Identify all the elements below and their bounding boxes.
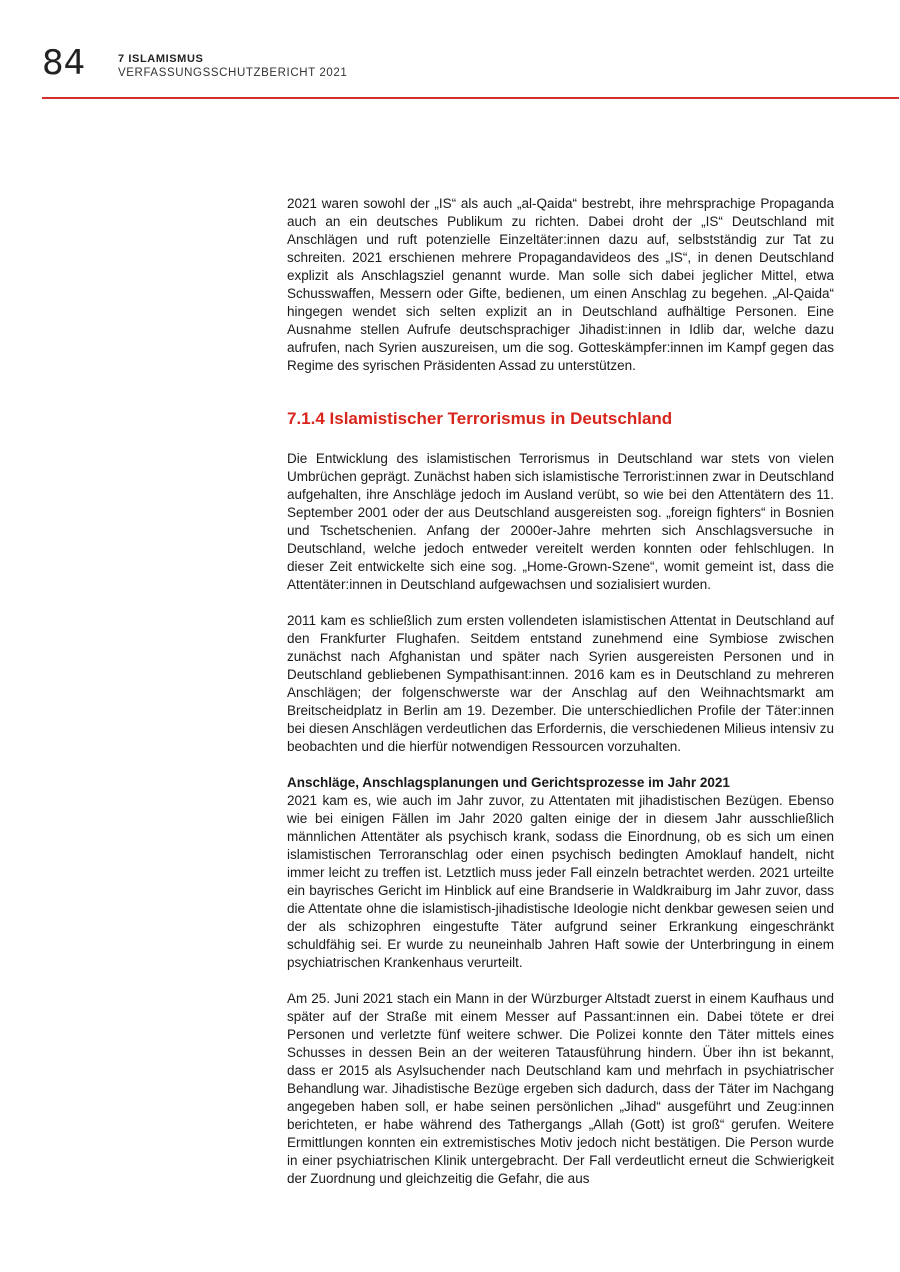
main-content: [287, 195, 834, 1188]
intro-paragraph: 2021 waren sowohl der „IS“ als auch „al-Qaida“ bestrebt, ihre mehrsprachige Propaganda auch an ein deutsches Publikum zu richten. Dabei droht der „IS“ Deutschland mit Anschlägen und ruft potenzielle Einzeltäter:innen dazu auf, selbstständig zur Tat zu schreiten. 2021 erschienen mehrere Propagandavideos des „IS“, in denen Deutschland explizit als Anschlagsziel genannt wurde. Man solle sich dabei jeglicher Mittel, etwa Schusswaffen, Messern oder Gifte, bedienen, um einen Anschlag zu begehen. „Al-Qaida“ hingegen wendet sich selten explizit an in Deutschland aufhältige Personen. Eine Ausnahme stellen Aufrufe deutschsprachiger Jihadist:innen in Idlib dar, welche dazu aufrufen, nach Syrien auszureisen, um die sog. Gotteskämpfer:innen im Kampf gegen das Regime des syrischen Präsidenten Assad zu unterstützen.: [287, 196, 834, 373]
running-header: [118, 52, 347, 81]
header-divider: [42, 97, 899, 99]
section-heading: 7.1.4 Islamistischer Terrorismus in Deutschland: [287, 409, 673, 428]
subsection-paragraph-2: Am 25. Juni 2021 stach ein Mann in der Würzburger Altstadt zuerst in einem Kaufhaus und später auf der Straße mit einem Messer auf Passant:innen ein. Dabei tötete er drei Personen und verletzte fünf weitere schwer. Die Polizei konnte den Täter mittels eines Schusses in dessen Bein an der weiteren Tatausführung hindern. Über ihn ist bekannt, dass er 2015 als Asylsuchender nach Deutschland kam und mehrfach in psychiatrischer Behandlung war. Jihadistische Bezüge ergeben sich dadurch, dass der Täter im Nachgang angegeben haben soll, er habe seinen persönlichen „Jihad“ ausgeführt und Zeug:innen berichteten, er habe während des Tathergangs „Allah (Gott) ist groß“ gerufen. Weitere Ermittlungen konnten ein extremistisches Motiv jedoch nicht bestätigen. Die Person wurde in einer psychiatrischen Klinik untergebracht. Der Fall verdeutlicht erneut die Schwierigkeit der Zuordnung und gleichzeitig die Gefahr, die aus: [287, 991, 834, 1186]
subsection-paragraph-1: 2021 kam es, wie auch im Jahr zuvor, zu Attentaten mit jihadistischen Bezügen. Ebenso wie bei einigen Fällen im Jahr 2020 galten einige der in diesem Jahr ausschließlich männlichen Attentäter als psychisch krank, sodass die Einordnung, ob es sich um einen islamistischen Terroranschlag oder einen psychisch bedingten Amoklauf handelt, nicht immer leicht zu treffen ist. Letztlich muss jeder Fall einzeln betrachtet werden. 2021 urteilte ein bayrisches Gericht im Hinblick auf eine Brandserie in Waldkraiburg im Jahr zuvor, dass die Attentate ohne die islamistisch-jihadistische Ideologie nicht denkbar gewesen seien und der als schizophren eingestufte Täter aufgrund seiner Erkrankung eingeschränkt schuldfähig sei. Er wurde zu neuneinhalb Jahren Haft sowie der Unterbringung in einem psychiatrischen Krankenhaus verurteilt.: [287, 793, 834, 970]
chapter-title: 7 ISLAMISMUS: [118, 53, 204, 65]
report-title: VERFASSUNGSSCHUTZBERICHT 2021: [118, 67, 348, 79]
subsection-heading: Anschläge, Anschlagsplanungen und Gerichtsprozesse im Jahr 2021: [287, 775, 730, 790]
section-paragraph-1: Die Entwicklung des islamistischen Terrorismus in Deutschland war stets von vielen Umbrüchen geprägt. Zunächst haben sich islamistische Terrorist:innen zwar in Deutschland aufgehalten, ihre Anschläge jedoch im Ausland verübt, so wie bei den Attentätern des 11. September 2001 oder der aus Deutschland ausgereisten sog. „foreign fighters“ in Bosnien und Tschetschenien. Anfang der 2000er-Jahre mehrten sich Anschlagsversuche in Deutschland, welche jedoch entweder vereitelt werden konnten oder fehlschlugen. In dieser Zeit entwickelte sich eine sog. „Home-Grown-Szene“, womit gemeint ist, dass die Attentäter:innen in Deutschland aufgewachsen und sozialisiert wurden.: [287, 451, 834, 592]
section-paragraph-2: 2011 kam es schließlich zum ersten vollendeten islamistischen Attentat in Deutschland auf den Frankfurter Flughafen. Seitdem entstand zunehmend eine Symbiose zwischen zunächst nach Afghanistan und später nach Syrien ausgereisten Personen und in Deutschland gebliebenen Sympathisant:innen. 2016 kam es in Deutschland zu mehreren Anschlägen; der folgenschwerste war der Anschlag auf den Weihnachtsmarkt am Breitscheidplatz in Berlin am 19. Dezember. Die unterschiedlichen Profile der Täter:innen bei diesen Anschlägen verdeutlichen das Erfordernis, die verschiedenen Milieus intensiv zu beobachten und die hierfür notwendigen Ressourcen vorzuhalten.: [287, 613, 834, 754]
page-number: 84: [42, 43, 86, 83]
